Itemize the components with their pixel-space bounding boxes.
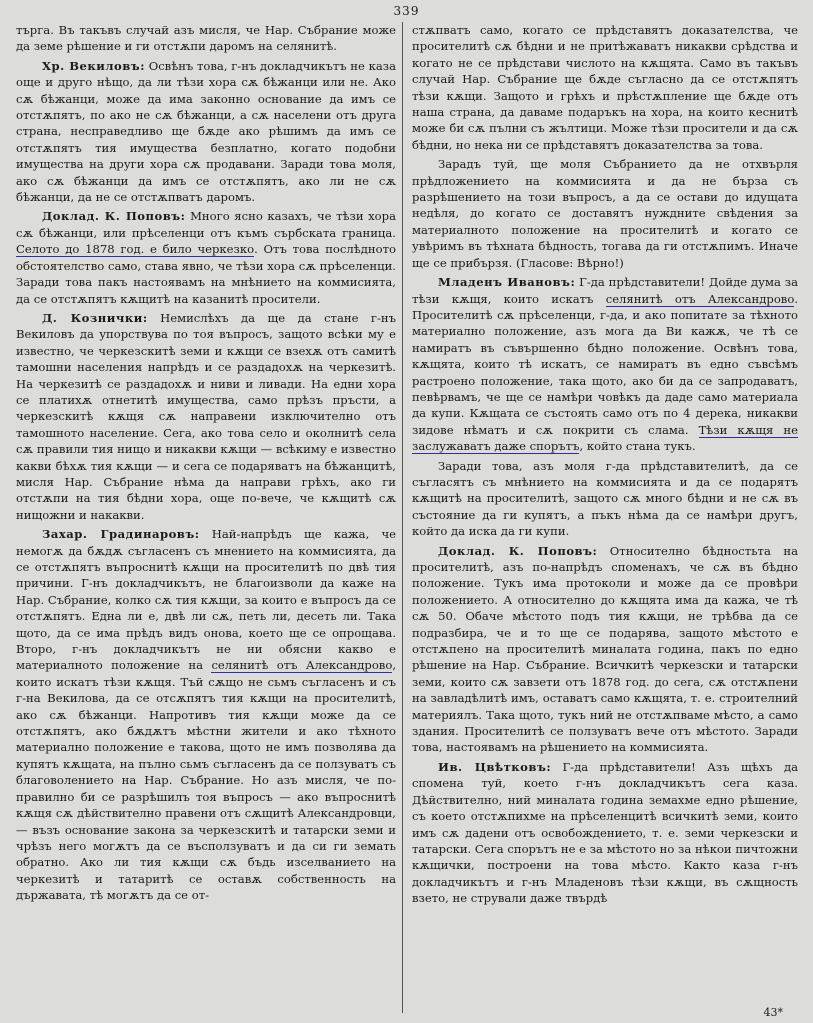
paragraph-text: Най-напрѣдъ ще кажа, че немогѫ да бѫдѫ съгласенъ съ мнението на коммисията, да се отстѫпятъ въпроснитѣ кѫщи на просителитѣ по двѣ тия причини. Г-нъ докладчикътъ, не благоизволи да каже на Нар. Събрание, колко сѫ тия кѫщи, за които е въпросъ да се отстѫпятъ. Една ли е, двѣ ли сѫ, петь ли, десеть ли. Така щото, да се има прѣдъ видъ онова, което ще се опрощава. Второ, г-нъ докладчикътъ не ни обясни какво е материалното положение на bbox=[16, 527, 396, 673]
speaker-name: Младенъ Ивановъ: bbox=[438, 275, 576, 290]
speaker-name: Хр. Векиловъ: bbox=[42, 58, 145, 73]
paragraph bbox=[412, 156, 798, 271]
paragraph-text: Немислѣхъ да ще да стане г-нъ Векиловъ да упорствува по тоя въпросъ, защото всѣки му е известно, че черкезскитѣ земи и кѫщи се взехѫ отъ самитѣ тамошни населения напрѣдъ и се раздадохѫ на черкезитѣ. На черкезитѣ се раздадохѫ и ниви и ливади. На едни хора се платихѫ отнетитѣ имущества, само прѣзъ пръсти, а черкезскитѣ кѫщя сѫ направени изключително отъ тамошното население. Сега, ако това село и околнитѣ села сѫ правили тия нищо и никакви кѫщи — всѣкиму е известно какви бѣхѫ тия кѫщи — и сега се подаряватъ на бѣжанцитѣ, мисля Нар. Събрание нѣма да направи грѣхъ, ако ги отстѫпи на тия бѣдни хора, още по-вече, че кѫщитѣ сѫ нищожни и накакви. bbox=[16, 310, 396, 522]
page-number: 339 bbox=[393, 4, 420, 18]
paragraph-text: Много ясно казахъ, че тѣзи хора сѫ бѣжанци, или прѣселенци отъ къмъ сърбската граница. bbox=[16, 209, 396, 240]
paragraph-text: Зарадъ туй, ще моля Събранието да не отхвърля прѣдложението на коммисията и да не бърза съ разрѣшението на този въпросъ, а да се остави до идущата недѣля, до когато се доставятъ нуждните свѣдения за материалното положение на просителитѣ и когато се увѣримъ въ тѣхната бѣдность, тогава да ги отстѫпимъ. Иначе ще се прибързя. (Гласове: Вѣрно!) bbox=[412, 157, 798, 270]
speaker-name: Ив. Цвѣтковъ: bbox=[438, 759, 552, 774]
paragraph-text: , който стана тукъ. bbox=[579, 439, 696, 454]
paragraph-text: , които искатъ тѣзи кѫщя. Тъй сѫщо не сьмъ съгласенъ и съ г-на Векилова, да се отсѫпятъ тия кѫщи на просителитѣ, ако сѫ бѣжанци. Напротивъ тия кѫщи може да се отстѫпятъ, ако бѫдѫтъ мѣстни жители и ако тѣхното материално положение е такова, щото не имъ позволява да купятъ кѫщата, на пълно сьмъ съгласенъ да се ползуватъ съ благоволението на Нар. Събрание. Но азъ мисля, че по-правилно би се разрѣшилъ тоя въпросъ — ако въпроснитѣ кѫщя сѫ дѣйствително правени отъ сѫщитѣ Александровци, — възъ основание закона за черкезскитѣ и татарски земи и чрѣзъ него могѫтъ да се въсползуватъ и да си ги земать обратно. Ако ли тия кѫщи сѫ бъдь изселванието на черкезитѣ и татаритѣ се оставѫ собственность на държавата, тѣ могѫтъ да се от- bbox=[16, 658, 396, 903]
underlined-text: селянитѣ отъ Александрово bbox=[605, 291, 795, 306]
paragraph bbox=[412, 274, 798, 454]
paragraph-text: Г-да прѣдставители! Азъ щѣхъ да спомена туй, което г-нъ докладчикътъ сега каза. Дѣйствително, ний миналата година земахме едно рѣшение, съ което отстѫпихме на прѣселенцитѣ всичкитѣ земи, които имъ сѫ дадени отъ освобождението, т. е. земи черкезски и татарски. Сега спорътъ не е за мѣстото но за нѣкои пичтожни кѫщички, построени на това мѣсто. Както каза г-нъ докладчикътъ и г-нъ Младеновъ тѣзи кѫщи, въ сѫщность взето, не стрували даже твърдѣ bbox=[412, 759, 798, 906]
paragraph bbox=[412, 759, 798, 907]
paragraph bbox=[412, 22, 798, 153]
paragraph bbox=[412, 458, 798, 540]
paragraph-text: Относително бѣдностьта на просителитѣ, азъ по-напрѣдъ споменахъ, че сѫ въ бѣдно положение. Тукъ има протоколи и може да се провѣри положението. А относително до кѫщята има да кажа, че тѣ сѫ 50. Обаче мѣстото подъ тия кѫщи, не трѣбва да се подразбира, че и то ще се подарява, защото мѣстото е отстѫпено на просителитѣ миналата година, пакъ по едно рѣшение на Нар. Събрание. Всичкитѣ черкезски и татарски земи, които сѫ завзети отъ 1878 год. до сега, сѫ отстѫпени на завладѣлитѣ имъ, оставатъ само кѫщята, т. е. строителний материялъ. Така щото, тукъ ний не отстѫпваме мѣсто, а само здания. Просителитѣ се ползуватъ вече отъ мѣстото. Заради това, настоявамъ на рѣшението на коммисията. bbox=[412, 543, 798, 755]
column-divider bbox=[402, 22, 403, 1013]
paragraph-text: стѫпватъ само, когато се прѣдставятъ доказателства, че просителитѣ сѫ бѣдни и не притѣжаватъ никакви срѣдства и когато не се прѣдстави числото на кѫщята. Само въ такъвъ случай Нар. Събрание ще бѫде съгласно да се отстѫпятъ тѣзи кѫщи. Защото и грѣхъ и прѣстѫпление ще бѫде отъ наша страна, да даваме подаръкъ на хора, на които кеснитѣ може би сѫ пълни съ жълтици. Може тѣзи просители и да сѫ бѣдни, но нека ни се прѣдставятъ доказателства за това. bbox=[412, 23, 798, 152]
underlined-text: Тѣзи кѫщя не заслужаватъ даже спорътъ bbox=[412, 422, 798, 454]
speaker-name: Доклад. К. Поповъ: bbox=[42, 209, 186, 224]
speaker-name: Д. Кознички: bbox=[42, 310, 148, 325]
speaker-name: Доклад. К. Поповъ: bbox=[438, 543, 598, 558]
paragraph bbox=[16, 310, 396, 523]
underlined-text: Селото до 1878 год. е било черкезко bbox=[16, 242, 255, 257]
underlined-text: селянитѣ отъ Александрово bbox=[211, 658, 393, 673]
paragraph-text: търга. Въ такъвъ случай азъ мисля, че Нар. Събрание може да земе рѣшение и ги отстѫпи даромъ на селянитѣ. bbox=[16, 23, 396, 54]
sheet-mark: 43* bbox=[763, 1006, 783, 1019]
paragraph-text: . Просителитѣ сѫ прѣселенци, г-да, и ако попитате за тѣхното материално положение, азъ мога да Ви кажѫ, че тѣ се намиратъ въ съвършенно бѣдно положение. Освѣнъ това, кѫщята, които тѣ искатъ, се намиратъ въ едно съвсѣмъ растроено положение, така щото, ако би да се запродаватъ, певѣрвамъ, че ще се намѣри човѣкъ да даде само материала да купи. Кѫщата се състоять само отъ по 4 дерека, никакви зидове нѣматъ и сѫ покрити съ слама. bbox=[412, 291, 798, 437]
paragraph-text: . Отъ това послѣдното обстоятелство само, става явно, че тѣзи хора сѫ прѣселенци. Заради това пакъ настоявамъ на мнѣнието на коммисията, да се отстѫпятъ кѫщитѣ на казанитѣ просители. bbox=[16, 242, 396, 306]
paragraph bbox=[412, 543, 798, 756]
right-column bbox=[412, 22, 798, 1005]
paragraph-text: Г-да прѣдставители! Дойде дума за тѣзи кѫщя, които искатъ bbox=[412, 275, 798, 306]
paragraph bbox=[16, 208, 396, 306]
speaker-name: Захар. Градинаровъ: bbox=[42, 527, 200, 542]
left-column bbox=[16, 22, 396, 1005]
paragraph bbox=[16, 526, 396, 903]
paragraph-text: Заради това, азъ моля г-да прѣдставителитѣ, да се съгласятъ съ мнѣнието на коммисията и да се подарятъ кѫщитѣ на просителитѣ, защото сѫ много бѣдни и не сѫ въ състояние да ги купятъ, а пъкъ нѣма да се намѣри другъ, който да иска да ги купи. bbox=[412, 458, 798, 539]
paragraph-text: Освѣнъ това, г-нъ докладчикътъ не каза още и друго нѣщо, да ли тѣзи хора сѫ бѣжанци или не. Ако сѫ бѣжанци, може да има законно основание да имъ се отстѫпятъ, по ако не сѫ бѣжанци, а сѫ населени отъ друга страна, несправедливо ще бѫде ако рѣшимъ да имъ се отстѫпятъ тия имущества безплатно, когато подобни имущества на други хора сѫ продавани. Заради това моля, ако сѫ бѣжанци да имъ се отстѫпятъ, ако ли не сѫ бѣжанци, да не се отстѫпватъ даромъ. bbox=[16, 58, 396, 205]
paragraph bbox=[16, 58, 396, 206]
paragraph bbox=[16, 22, 396, 55]
